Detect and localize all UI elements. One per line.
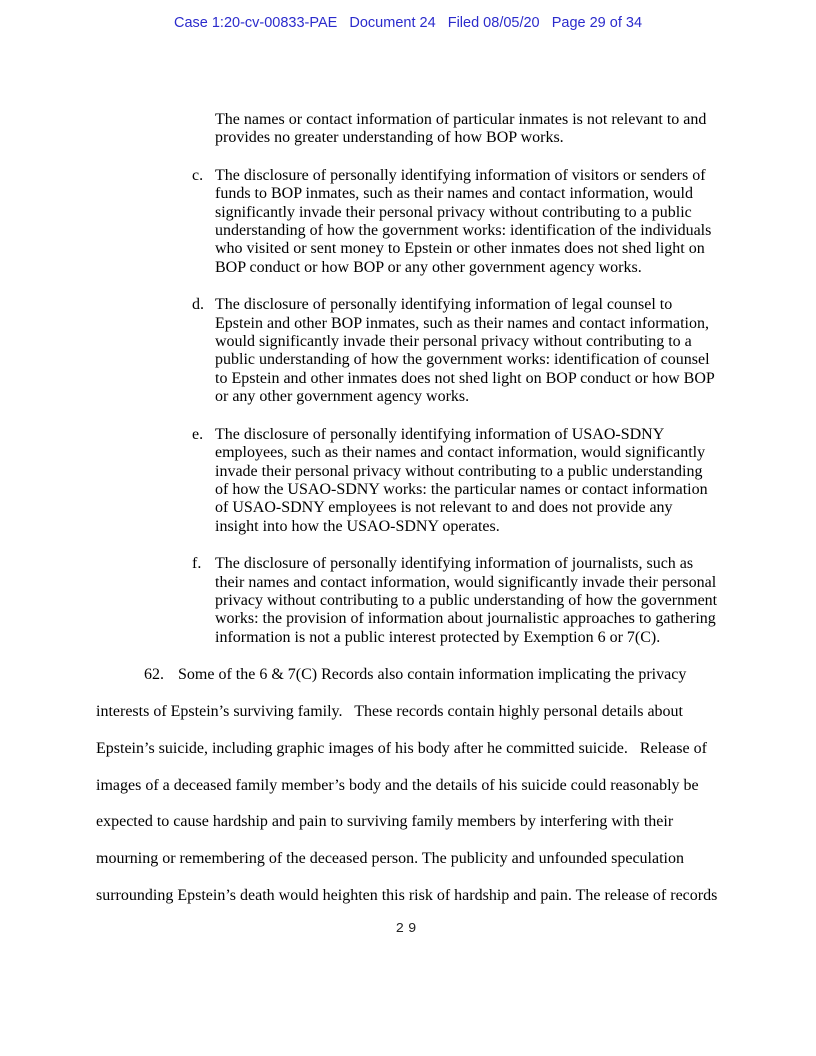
paragraph-62 — [96, 657, 719, 915]
list-item-text: The disclosure of personally identifying information of USAO-SDNY employees, such as their names and contact information, would significantly invade their personal privacy without contributing to a public understanding of how the USAO-SDNY works: the particular names or contact information of USAO-SDNY employees is not relevant to and does not provide any insight into how the USAO-SDNY operates. — [215, 425, 708, 535]
list-item-e — [192, 426, 719, 536]
continuation-paragraph: The names or contact information of particular inmates is not relevant to and provides no greater understanding of how BOP works. — [215, 111, 707, 147]
list-item-d — [192, 296, 719, 406]
lettered-list — [96, 167, 719, 647]
list-item-c — [192, 167, 719, 277]
case-stamp-header: Case 1:20-cv-00833-PAE Document 24 Filed 08/05/20 Page 29 of 34 — [173, 15, 643, 31]
list-item-label: d. — [192, 296, 204, 314]
list-item-label: c. — [192, 166, 204, 184]
list-item-label: e. — [192, 425, 204, 443]
paragraph-text: Some of the 6 & 7(C) Records also contain information implicating the privacy interests of Epstein’s surviving family. These records contain highly personal details about Epstein’s suicide, including graphic images of his body after he committed suicide. Release of images of a deceased family member’s body and the details of his suicide could reasonably be expected to cause hardship and pain to surviving family members by interfering with their mourning or remembering of the deceased person. The publicity and unfounded speculation surrounding Epstein’s death would heighten this risk of hardship and pain. The release of records — [96, 666, 718, 904]
list-item-f — [192, 555, 719, 647]
list-item-text: The disclosure of personally identifying information of visitors or senders of funds to BOP inmates, such as their names and contact information, would significantly invade their personal privacy without contributing to a public understanding of how the government works: identification of the individuals who visited or sent money to Epstein or other inmates does not shed light on BOP conduct or how BOP or any other government agency works. — [215, 166, 712, 276]
page-number-footer: 29 — [395, 920, 421, 937]
paragraph-number: 62. — [144, 666, 164, 684]
list-item-text: The disclosure of personally identifying information of journalists, such as their names and contact information, would significantly invade their personal privacy without contributing to a public understanding of how the government works: the provision of information about journalistic approaches to gathering information is not a public interest protected by Exemption 6 or 7(C). — [215, 555, 718, 646]
list-item-text: The disclosure of personally identifying information of legal counsel to Epstein and other BOP inmates, such as their names and contact information, would significantly invade their personal privacy without contributing to a public understanding of how the government works: identification of counsel to Epstein and other inmates does not shed light on BOP conduct or how BOP or any other government agency works. — [215, 296, 715, 406]
list-item-label: f. — [192, 555, 202, 573]
document-body — [96, 111, 719, 915]
